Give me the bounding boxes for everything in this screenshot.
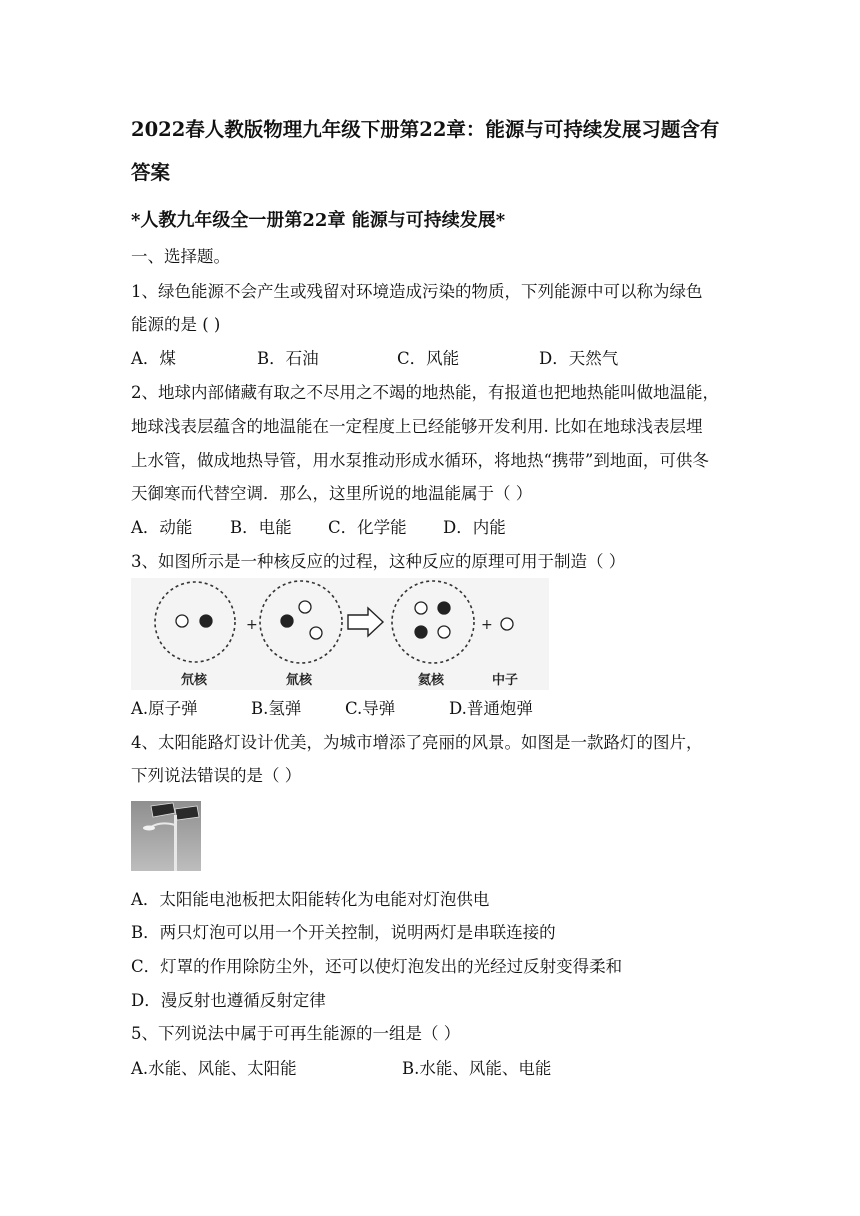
q1-text-line2: 能源的是 ( ) [131,315,221,334]
q5-option-a: A.水能、风能、太阳能 [131,1059,297,1078]
q5-option-b: B.水能、风能、电能 [402,1059,552,1078]
section-heading: 一、选择题。 [131,247,230,266]
q3-option-d: D.普通炮弹 [449,699,533,718]
q1-option-b: B．石油 [257,349,319,368]
label-deuterium: 氘核 [181,673,208,688]
q2-option-d: D．内能 [443,518,506,537]
q3-option-c: C.导弹 [345,699,396,718]
plus-sign-2: + [481,617,493,633]
q2-text-line2: 地球浅表层蕴含的地温能在一定程度上已经能够开发利用. 比如在地球浅表层埋 [131,417,703,436]
q3-text-line1: 3、如图所示是一种核反应的过程，这种反应的原理可用于制造（ ） [131,552,626,571]
q4-text-line1: 4、太阳能路灯设计优美，为城市增添了亮丽的风景。如图是一款路灯的图片， [131,733,703,752]
q4-option-c: C．灯罩的作用除防尘外，还可以使灯泡发出的光经过反射变得柔和 [131,957,623,976]
q1-option-a: A．煤 [131,349,176,368]
label-tritium: 氚核 [286,673,313,688]
neutron [501,618,513,630]
q1-option-d: D．天然气 [539,349,619,368]
label-helium: 氦核 [418,673,445,688]
document-title-line1: 2022春人教版物理九年级下册第22章：能源与可持续发展习题含有 [131,118,720,141]
q5-text-line1: 5、下列说法中属于可再生能源的一组是（ ） [131,1024,461,1043]
nuclear-fusion-diagram [131,578,549,690]
q4-option-b: B．两只灯泡可以用一个开关控制，说明两灯是串联连接的 [131,923,556,942]
q4-text-line2: 下列说法错误的是（ ） [131,766,302,785]
lamp-pole [174,815,177,871]
q3-option-b: B.氢弹 [251,699,302,718]
q2-text-line1: 2、地球内部储藏有取之不尽用之不竭的地热能，有报道也把地热能叫做地温能， [131,383,719,402]
q4-option-d: D．漫反射也遵循反射定律 [131,991,326,1010]
q2-option-b: B．电能 [230,518,292,537]
q4-option-a: A．太阳能电池板把太阳能转化为电能对灯泡供电 [131,890,490,909]
document-subtitle: *人教九年级全一册第22章 能源与可持续发展* [131,210,506,231]
lamp-head [143,826,155,831]
q2-text-line3: 上水管，做成地热导管，用水泵推动形成水循环，将地热“携带”到地面，可供冬 [131,451,709,470]
q1-option-c: C．风能 [397,349,460,368]
q2-text-line4: 天御寒而代替空调．那么，这里所说的地温能属于（ ） [131,484,533,503]
q3-option-a: A.原子弹 [131,699,198,718]
document-title-line2: 答案 [131,161,171,184]
q2-option-a: A．动能 [131,518,193,537]
plus-sign-1: + [246,617,258,633]
q2-option-c: C．化学能 [328,518,407,537]
solar-street-light-photo [131,801,201,871]
q1-text-line1: 1、绿色能源不会产生或残留对环境造成污染的物质，下列能源中可以称为绿色 [131,282,703,301]
label-neutron: 中子 [492,673,519,688]
